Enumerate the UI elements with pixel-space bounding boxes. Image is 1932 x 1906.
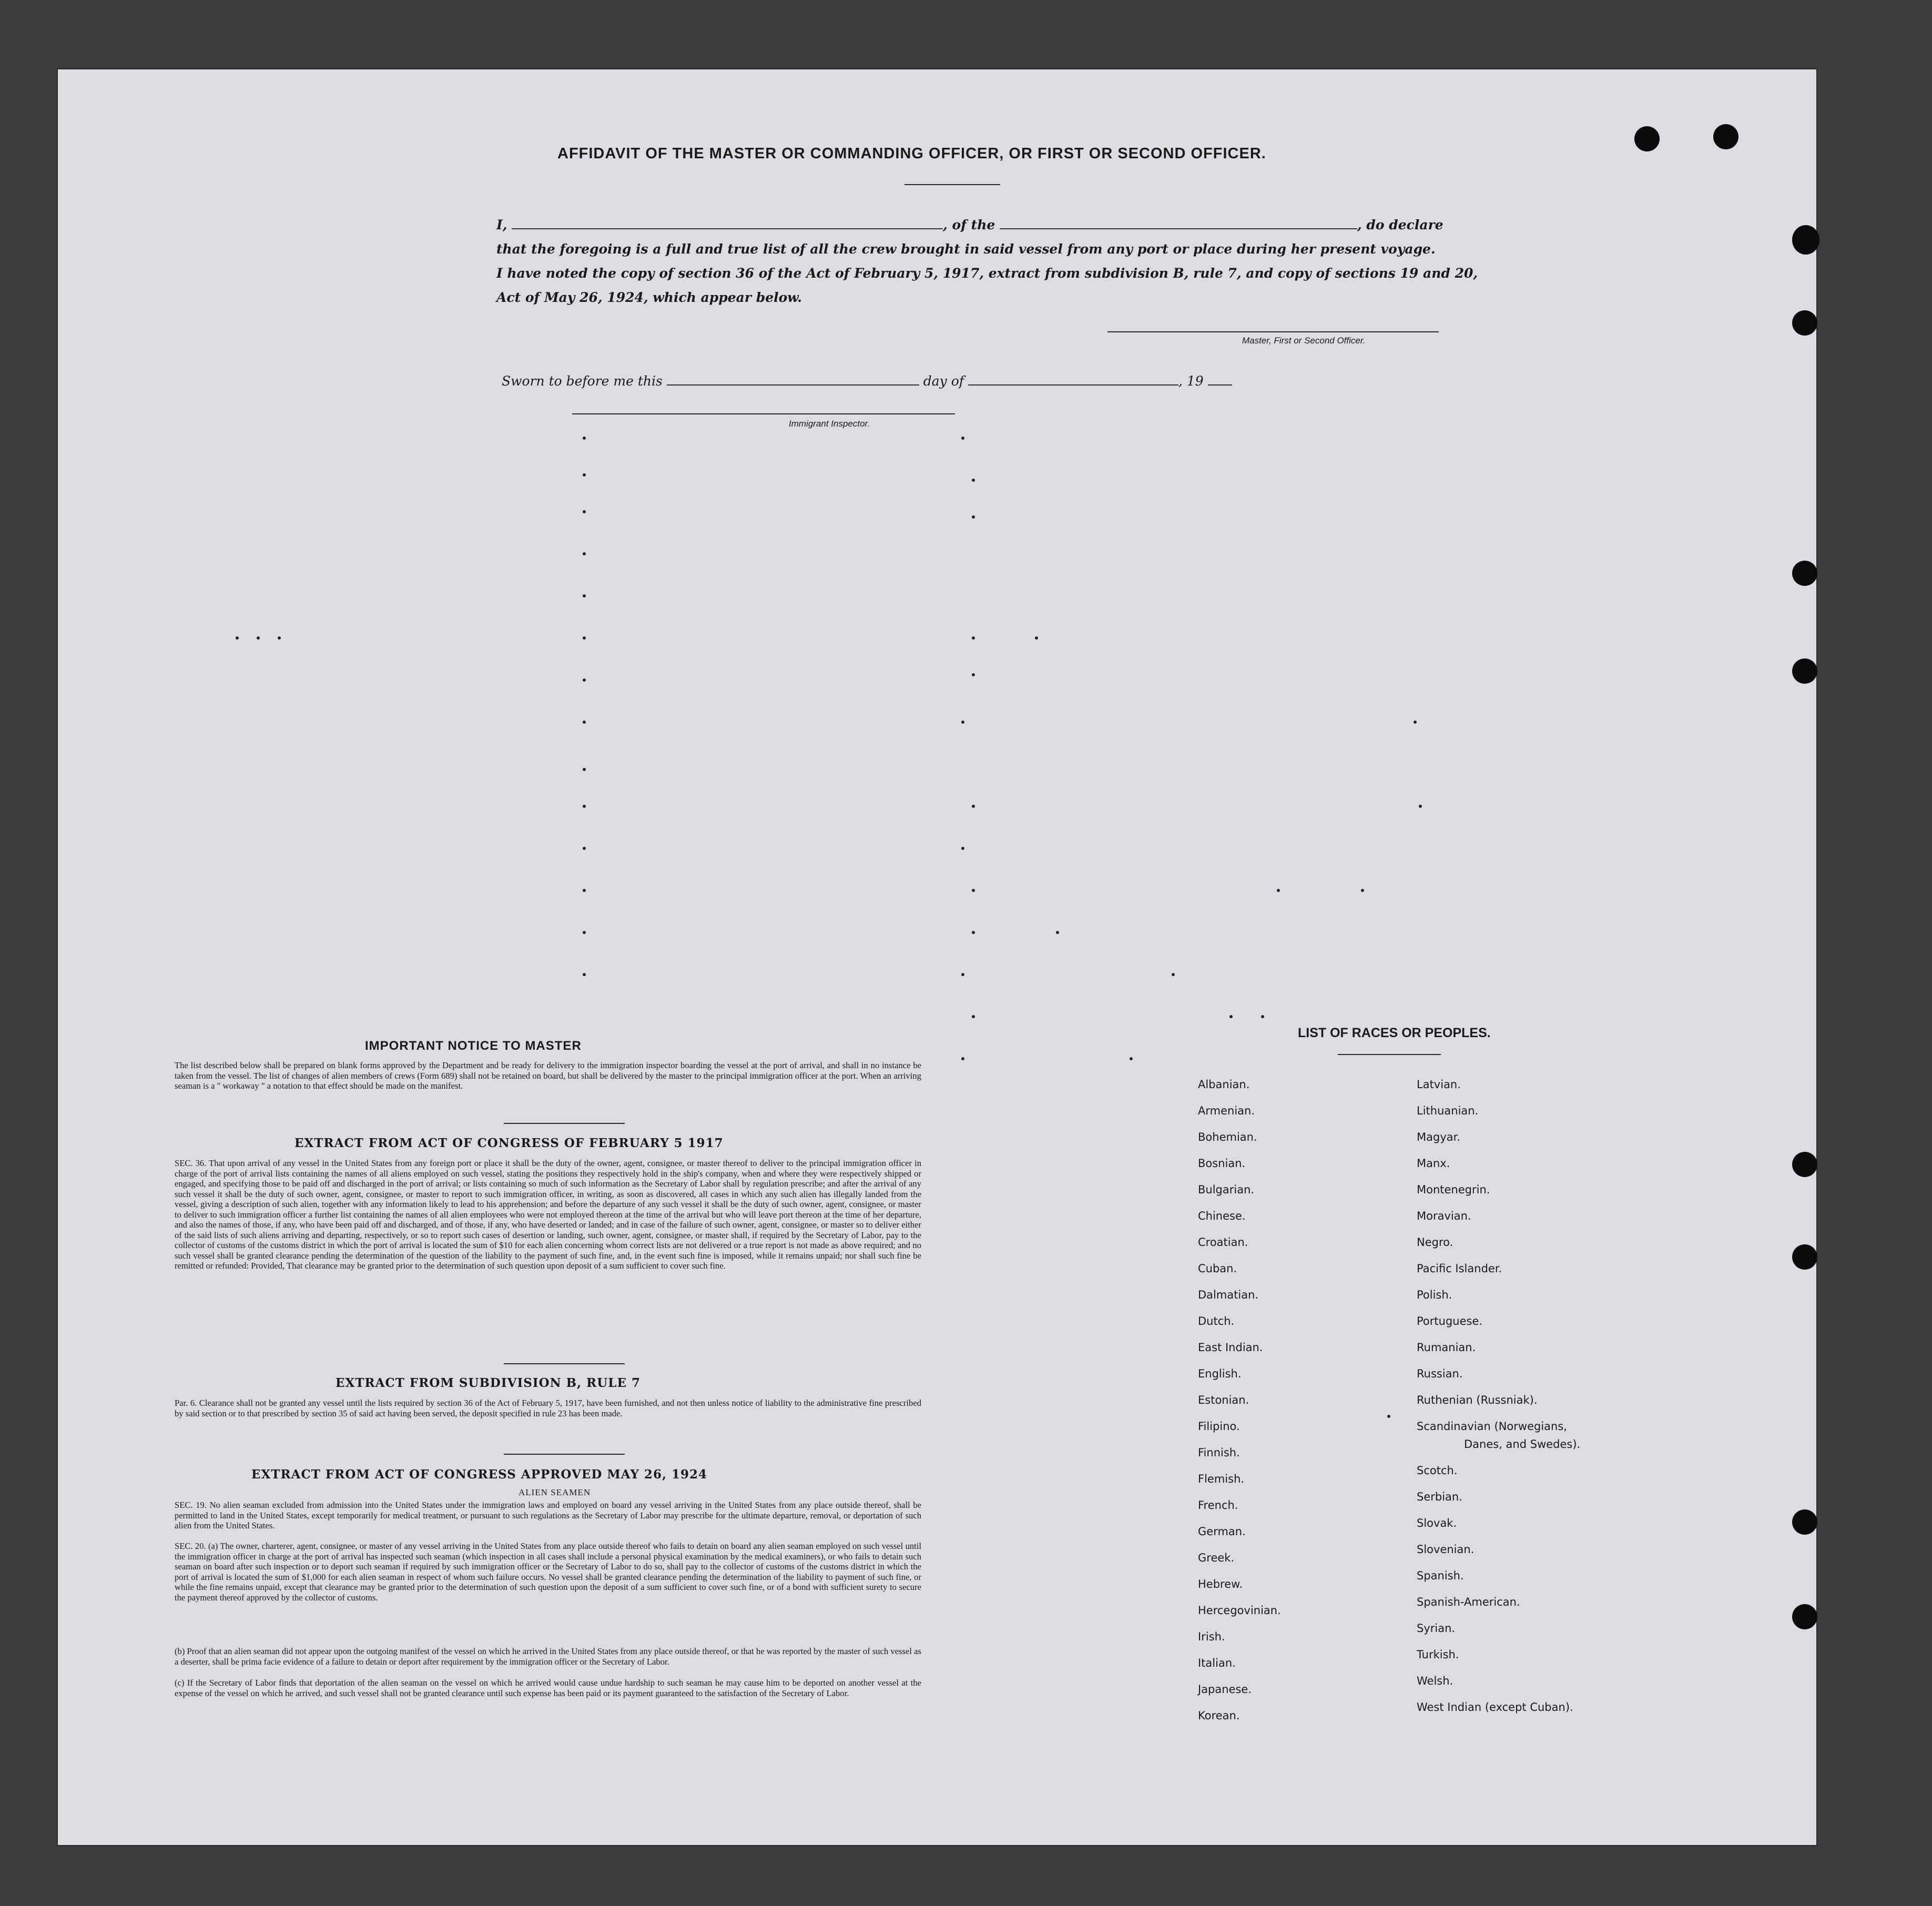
race-left-item: Estonian.	[1198, 1394, 1249, 1406]
scan-speck	[972, 479, 975, 482]
extract-1924-sec19: SEC. 19. No alien seaman excluded from admission into the United States under the immigration laws and employed on board any vessel arriving in the United States from any place outside thereof, shall be permitted to land in the United States, except temporarily for medical treatment, or pursuant to such regulations as the Secretary of Labor may prescribe for the ultimate departure, removal, or deportation of such alien from the United States.	[175, 1500, 921, 1530]
race-right-item: Lithuanian.	[1417, 1104, 1479, 1117]
race-right-item: Rumanian.	[1417, 1341, 1476, 1354]
scan-speck	[1277, 889, 1280, 892]
inspector-label: Immigrant Inspector.	[789, 419, 870, 429]
race-left-item: English.	[1198, 1367, 1242, 1380]
notice-text: The list described below shall be prepared on blank forms approved by the Department and be ready for delivery to the immigration inspector boarding the vessel at the port of arrival, and shall in no instance be taken from the vessel. The list of changes of alien members of crews (Form 689) shall not be retained on board, but shall be delivered by the master to the principal immigration officer at the port. When an arriving seaman is a " workaway " a notation to that effect should be made on the manifest.	[175, 1060, 921, 1091]
affidavit-title: AFFIDAVIT OF THE MASTER OR COMMANDING OFFICER, OR FIRST OR SECOND OFFICER.	[557, 145, 1266, 162]
race-right-item: Manx.	[1417, 1157, 1450, 1170]
race-left-item: Finnish.	[1198, 1446, 1240, 1459]
scan-speck	[961, 973, 964, 976]
race-left-item: Armenian.	[1198, 1104, 1255, 1117]
sworn-month-field[interactable]	[968, 375, 1178, 386]
scan-speck	[236, 636, 239, 640]
scan-speck	[972, 515, 975, 519]
scan-speck	[583, 437, 586, 440]
race-left-item: Bulgarian.	[1198, 1183, 1255, 1196]
sworn-line: Sworn to before me this day of , 19	[502, 373, 1232, 389]
race-left-item: Albanian.	[1198, 1078, 1250, 1091]
scan-speck	[961, 437, 964, 440]
scan-speck	[1414, 721, 1417, 724]
document-page	[57, 68, 1817, 1846]
binder-hole	[1792, 658, 1817, 684]
race-left-item: Italian.	[1198, 1657, 1236, 1669]
scan-speck	[583, 552, 586, 555]
extract-1924-subtitle: ALIEN SEAMEN	[518, 1487, 591, 1497]
affidavit-declaration	[496, 213, 1496, 310]
race-left-item: French.	[1198, 1499, 1238, 1512]
divider	[504, 1363, 625, 1364]
race-right-item: Scandinavian (Norwegians,	[1417, 1420, 1567, 1433]
race-left-item: Bosnian.	[1198, 1157, 1246, 1170]
race-left-item: Korean.	[1198, 1709, 1240, 1722]
binder-hole	[1634, 126, 1660, 151]
race-right-item: Turkish.	[1417, 1648, 1459, 1661]
name-field[interactable]	[512, 219, 943, 229]
race-left-item: Greek.	[1198, 1552, 1235, 1564]
extract-1924-sec20a: SEC. 20. (a) The owner, charterer, agent, consignee, or master of any vessel arriving in the United States from any place outside thereof who fails to detain on board any alien seaman employed on such vessel until the immigration officer in charge at the port of arrival has inspected such seaman (which inspection in all cases shall include a personal physical examination by the medical examiners), or who fails to detain such seaman on board after such inspection or to deport such seaman if required by such immigration officer or the Secretary of Labor to do so, shall pay to the collector of customs of the customs district in which the port of arrival is located the sum of $1,000 for each alien seaman in respect of whom such failure occurs. No vessel shall be granted clearance pending the determination of the liability to payment of such fine, or while the fine remains unpaid, except that clearance may be granted prior to the determination of such question upon the deposit of a sum sufficient to cover such fine, or of a bond with sufficient surety to secure the payment thereof approved by the collector of customs.	[175, 1541, 921, 1603]
extract-1924-title: EXTRACT FROM ACT OF CONGRESS APPROVED MAY 26, 1924	[251, 1467, 707, 1482]
inspector-signature-line[interactable]	[572, 413, 955, 414]
scan-speck	[583, 636, 586, 640]
scan-speck	[583, 931, 586, 934]
race-left-item: Dalmatian.	[1198, 1289, 1259, 1301]
race-right-item: Magyar.	[1417, 1131, 1460, 1143]
scan-speck	[583, 889, 586, 892]
race-left-item: Dutch.	[1198, 1315, 1235, 1327]
race-left-item: Croatian.	[1198, 1236, 1248, 1249]
race-right-item: Syrian.	[1417, 1622, 1456, 1635]
scan-speck	[1229, 1015, 1233, 1018]
scan-speck	[583, 721, 586, 724]
scan-speck	[972, 805, 975, 808]
scan-speck	[972, 1015, 975, 1018]
scan-speck	[972, 673, 975, 676]
extract-1917-text: SEC. 36. That upon arrival of any vessel in the United States from any foreign port or place it shall be the duty of the owner, agent, consignee, or master thereof to deliver to the principal immigration officer in charge of the port of arrival lists containing the names of all aliens employed on such vessel, stating the positions they respectively hold in the ship's company, when and where they were respectively shipped or engaged, and specifying those to be paid off and discharged in the port of arrival; or lists containing so much of such information as the Secretary of Labor shall by regulation prescribe; and after the arrival of any such vessel it shall be the duty of such owner, agent, consignee, or master to report to such immigration officer, in writing, as soon as discovered, all cases in which any such alien has illegally landed from the vessel, giving a description of such alien, together with any information likely to lead to his apprehension; and before the departure of any such vessel it shall be the duty of such owner, agent, consignee, or master to deliver to such immigration officer a further list containing the names of all alien employees who were not employed thereon at the time of the arrival but who will leave port thereon at the time of her departure, and also the names of those, if any, who have been paid off and discharged, and of those, if any, who have deserted or landed; and in case of the failure of such owner, agent, consignee, or master so to deliver either of the said lists of such aliens arriving and departing, respectively, or so to report such cases of desertion or landing, such owner, agent, consignee, or master shall, if required by the Secretary of Labor, pay to the collector of customs of the customs district in which the port of arrival is located the sum of $10 for each alien concerning whom correct lists are not delivered or a true report is not made as above required; and no such vessel shall be granted clearance pending the determination of the question of the liability to the payment of such fine, and, in the event such fine is imposed, while it remains unpaid; nor shall such fine be remitted or refunded: Provided, That clearance may be granted prior to the determination of such question upon deposit of a sum sufficient to cover such fine.	[175, 1158, 921, 1271]
scan-speck	[257, 636, 260, 640]
race-right-item: Danes, and Swedes).	[1464, 1438, 1581, 1451]
scan-speck	[583, 805, 586, 808]
declaration-line-4: Act of May 26, 1924, which appear below.	[496, 290, 802, 305]
binder-hole	[1713, 124, 1738, 149]
sworn-year-field[interactable]	[1208, 375, 1232, 386]
race-left-item: Hebrew.	[1198, 1578, 1243, 1590]
race-left-item: Bohemian.	[1198, 1131, 1257, 1143]
title-rule	[904, 184, 1000, 185]
race-right-item: Pacific Islander.	[1417, 1262, 1502, 1275]
scan-speck	[961, 721, 964, 724]
scan-speck	[1130, 1057, 1133, 1060]
race-right-item: West Indian (except Cuban).	[1417, 1701, 1573, 1714]
race-right-item: Montenegrin.	[1417, 1183, 1490, 1196]
scan-speck	[583, 473, 586, 476]
race-right-item: Spanish.	[1417, 1569, 1464, 1582]
divider	[504, 1123, 625, 1124]
race-left-item: German.	[1198, 1525, 1246, 1538]
binder-hole	[1792, 1509, 1817, 1535]
signature-label: Master, First or Second Officer.	[1242, 336, 1366, 346]
scan-speck	[1419, 805, 1422, 808]
race-right-item: Moravian.	[1417, 1210, 1471, 1222]
race-right-item: Slovak.	[1417, 1517, 1457, 1529]
race-right-item: Slovenian.	[1417, 1543, 1475, 1556]
scan-speck	[1387, 1415, 1390, 1418]
scan-speck	[1172, 973, 1175, 976]
binder-hole	[1792, 310, 1817, 336]
race-right-item: Latvian.	[1417, 1078, 1461, 1091]
race-left-item: Flemish.	[1198, 1473, 1245, 1485]
race-left-item: Japanese.	[1198, 1683, 1252, 1696]
races-rule	[1338, 1054, 1441, 1055]
declaration-line-1: I, , of the , do declare	[496, 217, 1443, 232]
scan-speck	[972, 889, 975, 892]
race-left-item: East Indian.	[1198, 1341, 1263, 1354]
race-left-item: Cuban.	[1198, 1262, 1237, 1275]
binder-hole	[1792, 1152, 1817, 1177]
race-right-item: Ruthenian (Russniak).	[1417, 1394, 1538, 1406]
race-left-item: Filipino.	[1198, 1420, 1240, 1433]
binder-hole	[1792, 225, 1819, 255]
race-left-item: Irish.	[1198, 1630, 1225, 1643]
race-right-item: Russian.	[1417, 1367, 1463, 1380]
races-title: LIST OF RACES OR PEOPLES.	[1298, 1026, 1491, 1040]
notice-title: IMPORTANT NOTICE TO MASTER	[365, 1039, 582, 1053]
scan-speck	[583, 678, 586, 682]
race-right-item: Negro.	[1417, 1236, 1453, 1249]
vessel-field[interactable]	[1000, 219, 1357, 229]
extract-rule7-title: EXTRACT FROM SUBDIVISION B, RULE 7	[335, 1376, 641, 1390]
declaration-line-2: that the foregoing is a full and true list of all the crew brought in said vessel from any port or place during her present voyage.	[496, 241, 1436, 257]
divider	[504, 1454, 625, 1455]
scan-speck	[1361, 889, 1364, 892]
race-right-item: Portuguese.	[1417, 1315, 1483, 1327]
race-right-item: Spanish-American.	[1417, 1596, 1520, 1608]
race-right-item: Scotch.	[1417, 1464, 1458, 1477]
race-right-item: Serbian.	[1417, 1491, 1462, 1503]
scan-speck	[1035, 636, 1038, 640]
extract-1924-sec20c: (c) If the Secretary of Labor finds that deportation of the alien seaman on the vessel on which he arrived would cause undue hardship to such seaman he may cause him to be deported on another vessel at the expense of the vessel on which he arrived, and such vessel shall not be granted clearance until such expense has been paid or its payment guaranteed to the satisfaction of the Secretary of Labor.	[175, 1678, 921, 1698]
binder-hole	[1792, 561, 1817, 586]
race-right-item: Welsh.	[1417, 1675, 1453, 1687]
scan-speck	[583, 768, 586, 771]
scan-speck	[972, 931, 975, 934]
binder-hole	[1792, 1244, 1817, 1270]
scan-speck	[961, 847, 964, 850]
extract-1924-sec20b: (b) Proof that an alien seaman did not appear upon the outgoing manifest of the vessel on which he arrived in the United States from any place outside thereof, or that he was reported by the master of such vessel as a deserter, shall be prima facie evidence of a failure to detain or deport after requirement by the immigration officer or the Secretary of Labor.	[175, 1646, 921, 1667]
scan-speck	[583, 594, 586, 597]
scan-speck	[1056, 931, 1059, 934]
race-left-item: Hercegovinian.	[1198, 1604, 1281, 1617]
race-right-item: Polish.	[1417, 1289, 1452, 1301]
scan-speck	[1261, 1015, 1264, 1018]
signature-line[interactable]	[1107, 331, 1439, 332]
declaration-line-3: I have noted the copy of section 36 of the Act of February 5, 1917, extract from subdivision B, rule 7, and copy of sections 19 and 20,	[496, 266, 1478, 281]
scan-speck	[583, 973, 586, 976]
race-left-item: Chinese.	[1198, 1210, 1246, 1222]
scan-speck	[583, 847, 586, 850]
extract-1917-title: EXTRACT FROM ACT OF CONGRESS OF FEBRUARY 5 1917	[294, 1136, 724, 1150]
extract-rule7-text: Par. 6. Clearance shall not be granted any vessel until the lists required by section 36 of the Act of February 5, 1917, have been furnished, and not then unless notice of liability to the administrative fine prescribed by said section or to that prescribed by section 35 of said act having been served, the deposit specified in rule 23 has been made.	[175, 1398, 921, 1418]
binder-hole	[1792, 1604, 1817, 1629]
scan-speck	[583, 510, 586, 513]
sworn-day-field[interactable]	[667, 375, 919, 386]
scan-speck	[278, 636, 281, 640]
scan-speck	[972, 636, 975, 640]
scan-speck	[961, 1057, 964, 1060]
